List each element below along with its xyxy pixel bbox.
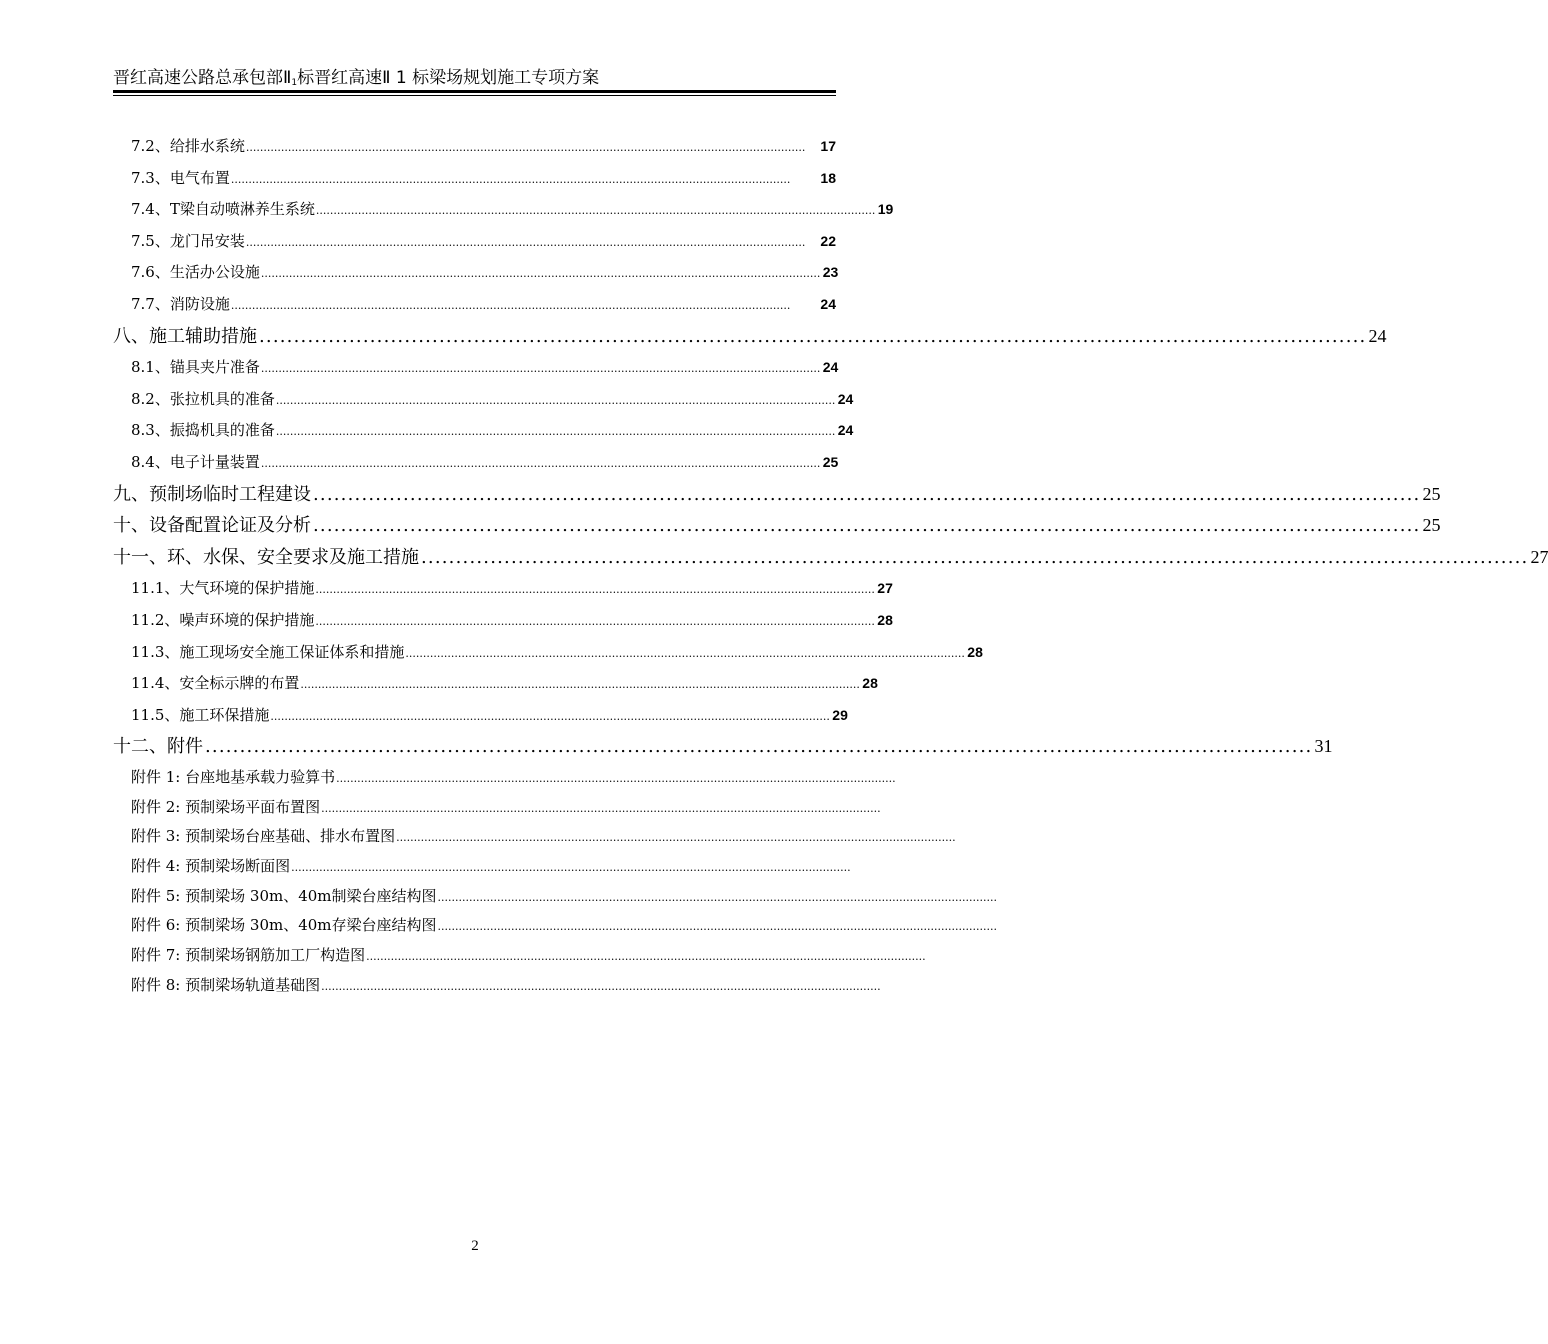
- dot-leader: ................................................................................................................................................................: [421, 546, 1529, 568]
- toc-entry-page: 28: [862, 675, 878, 692]
- toc-entry-label: 7.7、消防设施: [131, 294, 230, 313]
- toc-entry-page: 24: [822, 359, 839, 376]
- toc-attachment-3[interactable]: [113, 822, 956, 852]
- toc-entry-label: 十二、附件: [113, 736, 203, 758]
- toc-entry-8-4[interactable]: [113, 447, 839, 479]
- toc-entry-label: 11.3、施工现场安全施工保证体系和措施: [131, 642, 405, 661]
- toc-entry-label: 8.1、锚具夹片准备: [131, 358, 260, 377]
- toc-entry-label: 8.2、张拉机具的准备: [131, 389, 275, 408]
- dot-leader: ................................................................................................................................................................: [321, 801, 881, 815]
- toc-entry-11-3[interactable]: [113, 637, 983, 669]
- toc-entry-7-4[interactable]: [113, 194, 894, 226]
- dot-leader: ................................................................................................................................................................: [260, 362, 821, 376]
- header-rule-thin: [113, 95, 836, 96]
- dot-leader: ................................................................................................................................................................: [260, 456, 821, 470]
- toc-entry-7-2[interactable]: [113, 131, 836, 163]
- toc-entry-page: 29: [832, 706, 848, 723]
- toc-entry-page: 24: [820, 295, 836, 312]
- attachment-label: 附件 7: 预制梁场钢筋加工厂构造图: [131, 946, 366, 964]
- toc-entry-label: 8.4、电子计量装置: [131, 452, 260, 471]
- toc-entry-label: 11.2、噪声环境的保护措施: [131, 610, 315, 629]
- toc-entry-chapter-8[interactable]: [113, 321, 1387, 353]
- running-header: [113, 66, 836, 92]
- attachment-label: 附件 8: 预制梁场轨道基础图: [131, 975, 321, 994]
- dot-leader: ................................................................................................................................................................: [313, 483, 1421, 505]
- toc-entry-label: 九、预制场临时工程建设: [113, 483, 311, 505]
- toc-entry-page: 27: [1530, 546, 1548, 567]
- toc-entry-page: 23: [822, 264, 839, 281]
- toc-entry-8-1[interactable]: [113, 352, 839, 384]
- toc-entry-11-1[interactable]: [113, 573, 893, 605]
- dot-leader: ................................................................................................................................................................: [230, 172, 791, 186]
- toc-entry-label: 八、施工辅助措施: [113, 325, 257, 347]
- dot-leader: ................................................................................................................................................................: [437, 890, 997, 904]
- toc-entry-label: 7.2、给排水系统: [131, 137, 245, 155]
- attachment-label: 附件 3: 预制梁场台座基础、排水布置图: [131, 827, 396, 846]
- dot-leader: ................................................................................................................................................................: [315, 583, 875, 597]
- dot-leader: ................................................................................................................................................................: [245, 235, 806, 249]
- toc-entry-8-3[interactable]: [113, 415, 854, 447]
- toc-entry-page: 18: [820, 169, 836, 186]
- attachment-label: 附件 2: 预制梁场平面布置图: [131, 797, 321, 816]
- dot-leader: ................................................................................................................................................................: [245, 141, 806, 154]
- toc-entry-page: 25: [822, 453, 839, 470]
- toc-entry-page: 31: [1314, 736, 1333, 757]
- table-of-contents: [113, 131, 1548, 1000]
- toc-entry-page: 25: [1422, 483, 1441, 504]
- toc-entry-page: 24: [1368, 325, 1387, 346]
- dot-leader: ................................................................................................................................................................: [366, 950, 926, 963]
- dot-leader: ................................................................................................................................................................: [230, 298, 791, 312]
- toc-entry-label: 7.3、电气布置: [131, 168, 230, 187]
- attachment-label: 附件 6: 预制梁场 30m、40m存梁台座结构图: [131, 916, 437, 935]
- dot-leader: ................................................................................................................................................................: [260, 267, 821, 281]
- dot-leader: ................................................................................................................................................................: [291, 860, 851, 874]
- dot-leader: ................................................................................................................................................................: [275, 393, 836, 407]
- attachment-label: 附件 1: 台座地基承载力验算书: [131, 767, 336, 786]
- toc-entry-7-3[interactable]: [113, 163, 836, 195]
- toc-entry-label: 十一、环、水保、安全要求及施工措施: [113, 546, 419, 568]
- toc-attachment-4[interactable]: [113, 852, 851, 882]
- toc-entry-page: 25: [1422, 515, 1441, 536]
- dot-leader: ................................................................................................................................................................: [321, 979, 881, 993]
- toc-entry-chapter-11[interactable]: [113, 542, 1548, 574]
- toc-entry-page: 22: [820, 232, 836, 249]
- dot-leader: ................................................................................................................................................................: [315, 614, 875, 628]
- dot-leader: ................................................................................................................................................................: [396, 831, 956, 845]
- toc-entry-11-2[interactable]: [113, 605, 893, 637]
- toc-entry-label: 十、设备配置论证及分析: [113, 515, 311, 537]
- toc-entry-chapter-9[interactable]: [113, 479, 1441, 511]
- toc-attachment-6[interactable]: [113, 911, 997, 941]
- toc-entry-label: 7.5、龙门吊安装: [131, 231, 245, 250]
- dot-leader: ................................................................................................................................................................: [300, 678, 860, 692]
- toc-entry-page: 27: [877, 580, 893, 597]
- toc-attachment-1[interactable]: [113, 763, 896, 793]
- dot-leader: ................................................................................................................................................................: [259, 325, 1367, 347]
- toc-attachment-7[interactable]: [113, 941, 926, 971]
- toc-entry-label: 7.6、生活办公设施: [131, 263, 260, 282]
- toc-entry-page: 28: [967, 643, 983, 660]
- toc-entry-11-4[interactable]: [113, 668, 878, 700]
- toc-entry-label: 8.3、振捣机具的准备: [131, 421, 275, 440]
- toc-entry-label: 11.5、施工环保措施: [131, 705, 270, 724]
- toc-entry-page: 24: [837, 390, 854, 407]
- toc-entry-page: 28: [877, 611, 893, 628]
- header-title-part2: 标晋红高速Ⅱ 1 标梁场规划施工专项方案: [297, 68, 600, 88]
- toc-entry-7-5[interactable]: [113, 226, 836, 258]
- toc-entry-chapter-10[interactable]: [113, 510, 1441, 542]
- dot-leader: ................................................................................................................................................................: [405, 646, 965, 660]
- dot-leader: ................................................................................................................................................................: [275, 425, 836, 439]
- toc-entry-page: 24: [837, 422, 854, 439]
- dot-leader: ................................................................................................................................................................: [315, 204, 876, 218]
- dot-leader: ................................................................................................................................................................: [205, 736, 1313, 758]
- dot-leader: ................................................................................................................................................................: [313, 515, 1421, 537]
- toc-attachment-5[interactable]: [113, 882, 997, 912]
- dot-leader: ................................................................................................................................................................: [270, 709, 830, 723]
- header-rule-thick: [113, 90, 836, 93]
- toc-entry-label: 11.4、安全标示牌的布置: [131, 674, 300, 693]
- toc-entry-7-7[interactable]: [113, 289, 836, 321]
- toc-entry-page: 17: [820, 138, 836, 154]
- page-number: 2: [471, 1238, 479, 1254]
- toc-entry-11-5[interactable]: [113, 700, 848, 732]
- toc-attachment-8[interactable]: [113, 971, 881, 1001]
- toc-entry-chapter-12[interactable]: [113, 731, 1333, 763]
- dot-leader: ................................................................................................................................................................: [437, 920, 997, 934]
- header-title-part1: 晋红高速公路总承包部Ⅱ: [113, 68, 292, 88]
- toc-entry-8-2[interactable]: [113, 384, 854, 416]
- toc-entry-page: 19: [877, 201, 894, 218]
- attachment-label: 附件 5: 预制梁场 30m、40m制梁台座结构图: [131, 886, 437, 905]
- dot-leader: ................................................................................................................................................................: [336, 771, 896, 785]
- toc-attachment-2[interactable]: [113, 793, 881, 823]
- toc-entry-label: 7.4、T梁自动喷淋养生系统: [131, 200, 315, 219]
- toc-entry-label: 11.1、大气环境的保护措施: [131, 579, 315, 598]
- attachment-label: 附件 4: 预制梁场断面图: [131, 856, 291, 875]
- header-title-subscript: 1: [291, 78, 298, 88]
- toc-entry-7-6[interactable]: [113, 257, 839, 289]
